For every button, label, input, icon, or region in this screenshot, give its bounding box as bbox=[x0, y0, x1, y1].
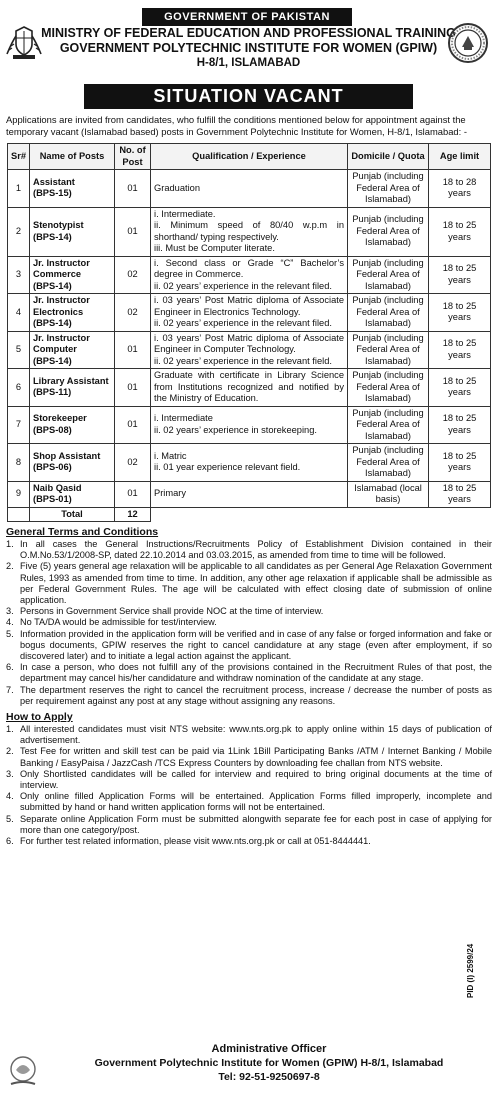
total-row bbox=[8, 507, 491, 522]
qualification-cell bbox=[151, 294, 348, 332]
qualification-cell bbox=[151, 444, 348, 482]
item-number: 2. bbox=[6, 746, 14, 757]
terms-item bbox=[6, 539, 492, 561]
item-number: 5. bbox=[6, 628, 14, 639]
table-row bbox=[8, 256, 491, 294]
age-limit-cell: 18 to 25 years bbox=[429, 294, 491, 332]
total-label: Total bbox=[30, 507, 115, 522]
col-header-domicile: Domicile / Quota bbox=[348, 144, 429, 170]
domicile-cell: Punjab (including Federal Area of Islamabad) bbox=[348, 294, 429, 332]
col-header-age-limit: Age limit bbox=[429, 144, 491, 170]
item-text: The department reserves the right to cancel the recruitment process, increase / decrease the number of posts as per requirement against any post at any stage without assigning any reasons. bbox=[20, 684, 492, 706]
domicile-cell: Islamabad (local basis) bbox=[348, 481, 429, 507]
post-bps: (BPS-14) bbox=[33, 355, 72, 366]
table-row bbox=[8, 481, 491, 507]
post-name-cell bbox=[30, 369, 115, 407]
qualification-line: i. 03 years’ Post Matric diploma of Associate Engineer in Computer Technology. bbox=[154, 332, 344, 354]
terms-item bbox=[6, 662, 492, 684]
qualification-line: iii. Must be Computer literate. bbox=[154, 243, 275, 253]
intro-text: Applications are invited from candidates, who fulfill the conditions mentioned below for appointment against the temporary vacant (Islamabad based) posts in Government Polytechnic Institute for Women, H-8/1, Islamabad: - bbox=[6, 114, 467, 137]
table-row bbox=[8, 444, 491, 482]
qualification-line: ii. 02 years’ experience in the relevant filed. bbox=[154, 318, 332, 328]
age-limit-cell: 18 to 25 years bbox=[429, 444, 491, 482]
item-number: 4. bbox=[6, 791, 14, 802]
terms-item bbox=[6, 685, 492, 707]
qualification-cell bbox=[151, 481, 348, 507]
institute-title: GOVERNMENT POLYTECHNIC INSTITUTE FOR WOMEN (GPIW) bbox=[59, 41, 438, 55]
age-limit-cell: 18 to 25 years bbox=[429, 369, 491, 407]
table-row bbox=[8, 369, 491, 407]
qualification-line: ii. 01 year experience relevant field. bbox=[154, 462, 301, 473]
sr-cell: 4 bbox=[8, 294, 30, 332]
footer-telephone: Tel: 92-51-9250697-8 bbox=[218, 1071, 320, 1083]
post-count-cell: 01 bbox=[115, 406, 151, 444]
apply-heading: How to Apply bbox=[6, 711, 73, 723]
qualification-line: ii. 02 years’ experience in the relevant filed. bbox=[154, 280, 332, 291]
location-title: H-8/1, ISLAMABAD bbox=[196, 57, 301, 69]
post-count-cell: 02 bbox=[115, 294, 151, 332]
post-count-cell: 01 bbox=[115, 207, 151, 256]
domicile-cell: Punjab (including Federal Area of Islamabad) bbox=[348, 369, 429, 407]
item-text: Only online filled Application Forms will be entertained. Application Forms filled improperly, incomplete and submitted by hand or hand written application forms will not be entertained. bbox=[20, 791, 492, 813]
post-name: Library Assistant bbox=[33, 375, 109, 386]
terms-heading: General Terms and Conditions bbox=[6, 526, 159, 538]
item-text: In case a person, who does not fulfill any of the provisions contained in the Recruitment Rules of that post, the department may cancel his/her candidature and withdraw nomination of the candidate at any stage. bbox=[20, 662, 492, 684]
apply-list bbox=[6, 724, 492, 847]
qualification-cell bbox=[151, 207, 348, 256]
apply-item bbox=[6, 724, 492, 746]
post-name: Naib Qasid bbox=[33, 482, 82, 493]
apply-item bbox=[6, 746, 492, 768]
ministry-title: MINISTRY OF FEDERAL EDUCATION AND PROFESSIONAL TRAINING bbox=[41, 26, 456, 40]
item-text: Five (5) years general age relaxation will be applicable to all candidates as per General Age Relaxation Government Rules, 1993 as amended from time to time. In addition, any other age relaxation if applicable shall be admissible as per Federal Government Rules. The age will be calculated with effect closing date of submission of online application. bbox=[20, 561, 492, 606]
age-limit-cell: 18 to 25 years bbox=[429, 406, 491, 444]
qualification-line: Primary bbox=[154, 488, 187, 499]
post-name: Jr. Instructor Electronics bbox=[33, 295, 90, 317]
terms-item bbox=[6, 629, 492, 663]
post-name-cell bbox=[30, 207, 115, 256]
item-number: 1. bbox=[6, 539, 14, 549]
post-name-cell bbox=[30, 170, 115, 208]
vacancies-table bbox=[7, 143, 491, 522]
total-spacer bbox=[8, 507, 30, 522]
sr-cell: 3 bbox=[8, 256, 30, 294]
qualification-line: ii. 02 years’ experience in storekeeping. bbox=[154, 424, 317, 435]
post-name-cell bbox=[30, 294, 115, 332]
age-limit-cell: 18 to 25 years bbox=[429, 331, 491, 369]
post-count-cell: 02 bbox=[115, 444, 151, 482]
sr-cell: 9 bbox=[8, 481, 30, 507]
post-count-cell: 02 bbox=[115, 256, 151, 294]
col-header-sr: Sr# bbox=[8, 144, 30, 170]
item-number: 4. bbox=[6, 617, 14, 628]
age-limit-cell: 18 to 25 years bbox=[429, 207, 491, 256]
footer-officer: Administrative Officer bbox=[211, 1043, 327, 1055]
col-header-post-name: Name of Posts bbox=[30, 144, 115, 170]
post-count-cell: 01 bbox=[115, 170, 151, 208]
apply-item bbox=[6, 769, 492, 791]
item-text: Test Fee for written and skill test can be paid via 1Link 1Bill Participating Banks /ATM / Internet Banking / Mobile Banking / EasyPaisa / JazzCash /TCS Express Counters by downloading fee challan from NTS website. bbox=[20, 746, 492, 768]
post-name: Assistant bbox=[33, 176, 75, 187]
item-text: All interested candidates must visit NTS website: www.nts.org.pk to apply online within 15 days of publication of advertisement. bbox=[20, 724, 492, 746]
domicile-cell: Punjab (including Federal Area of Islamabad) bbox=[348, 331, 429, 369]
terms-item bbox=[6, 561, 492, 606]
terms-list bbox=[6, 539, 492, 707]
post-name: Stenotypist bbox=[33, 220, 84, 230]
apply-item bbox=[6, 814, 492, 836]
qualification-cell bbox=[151, 331, 348, 369]
post-count-cell: 01 bbox=[115, 481, 151, 507]
domicile-cell: Punjab (including Federal Area of Islamabad) bbox=[348, 406, 429, 444]
apply-item bbox=[6, 836, 492, 847]
government-band: GOVERNMENT OF PAKISTAN bbox=[142, 8, 352, 26]
item-number: 5. bbox=[6, 813, 14, 824]
qualification-line: ii. 02 years’ experience in the relevant field. bbox=[154, 355, 332, 366]
publisher-logo-icon bbox=[6, 1054, 40, 1090]
item-number: 6. bbox=[6, 836, 14, 847]
apply-item bbox=[6, 791, 492, 813]
domicile-cell: Punjab (including Federal Area of Islamabad) bbox=[348, 444, 429, 482]
post-bps: (BPS-14) bbox=[33, 231, 72, 242]
post-name: Storekeeper bbox=[33, 413, 87, 424]
institute-seal-icon bbox=[447, 22, 489, 64]
item-number: 7. bbox=[6, 684, 14, 695]
item-text: For further test related information, please visit www.nts.org.pk or call at 051-8444441. bbox=[20, 836, 371, 847]
post-bps: (BPS-06) bbox=[33, 462, 72, 473]
age-limit-cell: 18 to 28 years bbox=[429, 170, 491, 208]
item-number: 3. bbox=[6, 768, 14, 779]
post-name-cell bbox=[30, 331, 115, 369]
table-row bbox=[8, 207, 491, 256]
qualification-line: Graduate with certificate in Library Science from Institutions recognized and notified by the Ministry of Education. bbox=[154, 370, 344, 403]
qualification-line: ii. Minimum speed of 80/40 w.p.m in shorthand/ typing respectively. bbox=[154, 220, 344, 242]
qualification-line: i. Intermediate bbox=[154, 413, 213, 424]
qualification-line: i. Second class or Grade “C” Bachelor’s degree in Commerce. bbox=[154, 257, 344, 279]
qualification-line: i. 03 years’ Post Matric diploma of Associate Engineer in Electronics Technology. bbox=[154, 295, 344, 317]
situation-vacant-banner: SITUATION VACANT bbox=[84, 84, 413, 109]
item-number: 1. bbox=[6, 724, 14, 734]
post-name-cell bbox=[30, 406, 115, 444]
domicile-cell: Punjab (including Federal Area of Islamabad) bbox=[348, 170, 429, 208]
post-bps: (BPS-14) bbox=[33, 280, 72, 291]
item-text: No TA/DA would be admissible for test/interview. bbox=[20, 617, 217, 628]
sr-cell: 1 bbox=[8, 170, 30, 208]
pid-number: PID (I) 2599/24 bbox=[466, 943, 475, 998]
qualification-cell bbox=[151, 256, 348, 294]
post-bps: (BPS-11) bbox=[33, 387, 72, 398]
table-header-row bbox=[8, 144, 491, 170]
sr-cell: 7 bbox=[8, 406, 30, 444]
total-value: 12 bbox=[115, 507, 151, 522]
qualification-cell bbox=[151, 406, 348, 444]
item-number: 3. bbox=[6, 606, 14, 617]
item-text: Separate online Application Form must be submitted alongwith separate fee for each post in case of applying for more than one category/post. bbox=[20, 813, 492, 835]
col-header-post-count: No. of Post bbox=[115, 144, 151, 170]
table-row bbox=[8, 406, 491, 444]
post-bps: (BPS-14) bbox=[33, 318, 72, 328]
post-count-cell: 01 bbox=[115, 331, 151, 369]
item-text: Information provided in the application form will be verified and in case of any false or forged information and fake or bogus documents, GPIW reserves the right to cancel candidature at any stage (even after employment, if so discovered later) and to initiate a legal action against the applicant. bbox=[20, 628, 492, 662]
item-number: 6. bbox=[6, 662, 14, 673]
sr-cell: 6 bbox=[8, 369, 30, 407]
age-limit-cell: 18 to 25 years bbox=[429, 481, 491, 507]
item-text: In all cases the General Instructions/Recruitments Policy of Establishment Division contained in their O.M.No.53/1/2008-SP, dated 22.10.2014 and 03.03.2015, as amended from time to time will be followed. bbox=[20, 539, 492, 561]
post-name-cell bbox=[30, 444, 115, 482]
qualification-line: Graduation bbox=[154, 182, 200, 193]
post-name: Jr. Instructor Commerce bbox=[33, 257, 90, 279]
post-name: Shop Assistant bbox=[33, 450, 101, 461]
age-limit-cell: 18 to 25 years bbox=[429, 256, 491, 294]
terms-item bbox=[6, 617, 492, 628]
qualification-line: i. Matric bbox=[154, 450, 187, 461]
post-bps: (BPS-15) bbox=[33, 188, 72, 199]
item-text: Only Shortlisted candidates will be called for interview and required to bring original documents at the time of interview. bbox=[20, 768, 492, 791]
item-text: Persons in Government Service shall provide NOC at the time of interview. bbox=[20, 606, 324, 617]
post-name: Jr. Instructor Computer bbox=[33, 332, 90, 354]
col-header-qualification: Qualification / Experience bbox=[151, 144, 348, 170]
footer-institute: Government Polytechnic Institute for Women (GPIW) H-8/1, Islamabad bbox=[94, 1057, 444, 1069]
post-count-cell: 01 bbox=[115, 369, 151, 407]
sr-cell: 2 bbox=[8, 207, 30, 256]
table-row bbox=[8, 294, 491, 332]
table-row bbox=[8, 170, 491, 208]
qualification-line: i. Intermediate. bbox=[154, 208, 216, 219]
qualification-cell bbox=[151, 369, 348, 407]
terms-item bbox=[6, 606, 492, 617]
post-name-cell bbox=[30, 481, 115, 507]
qualification-cell bbox=[151, 170, 348, 208]
sr-cell: 8 bbox=[8, 444, 30, 482]
sr-cell: 5 bbox=[8, 331, 30, 369]
domicile-cell: Punjab (including Federal Area of Islamabad) bbox=[348, 256, 429, 294]
post-name-cell bbox=[30, 256, 115, 294]
table-row bbox=[8, 331, 491, 369]
post-bps: (BPS-08) bbox=[33, 424, 72, 435]
item-number: 2. bbox=[6, 561, 14, 572]
domicile-cell: Punjab (including Federal Area of Islamabad) bbox=[348, 207, 429, 256]
footer-contact bbox=[48, 1042, 490, 1084]
post-bps: (BPS-01) bbox=[33, 494, 72, 504]
